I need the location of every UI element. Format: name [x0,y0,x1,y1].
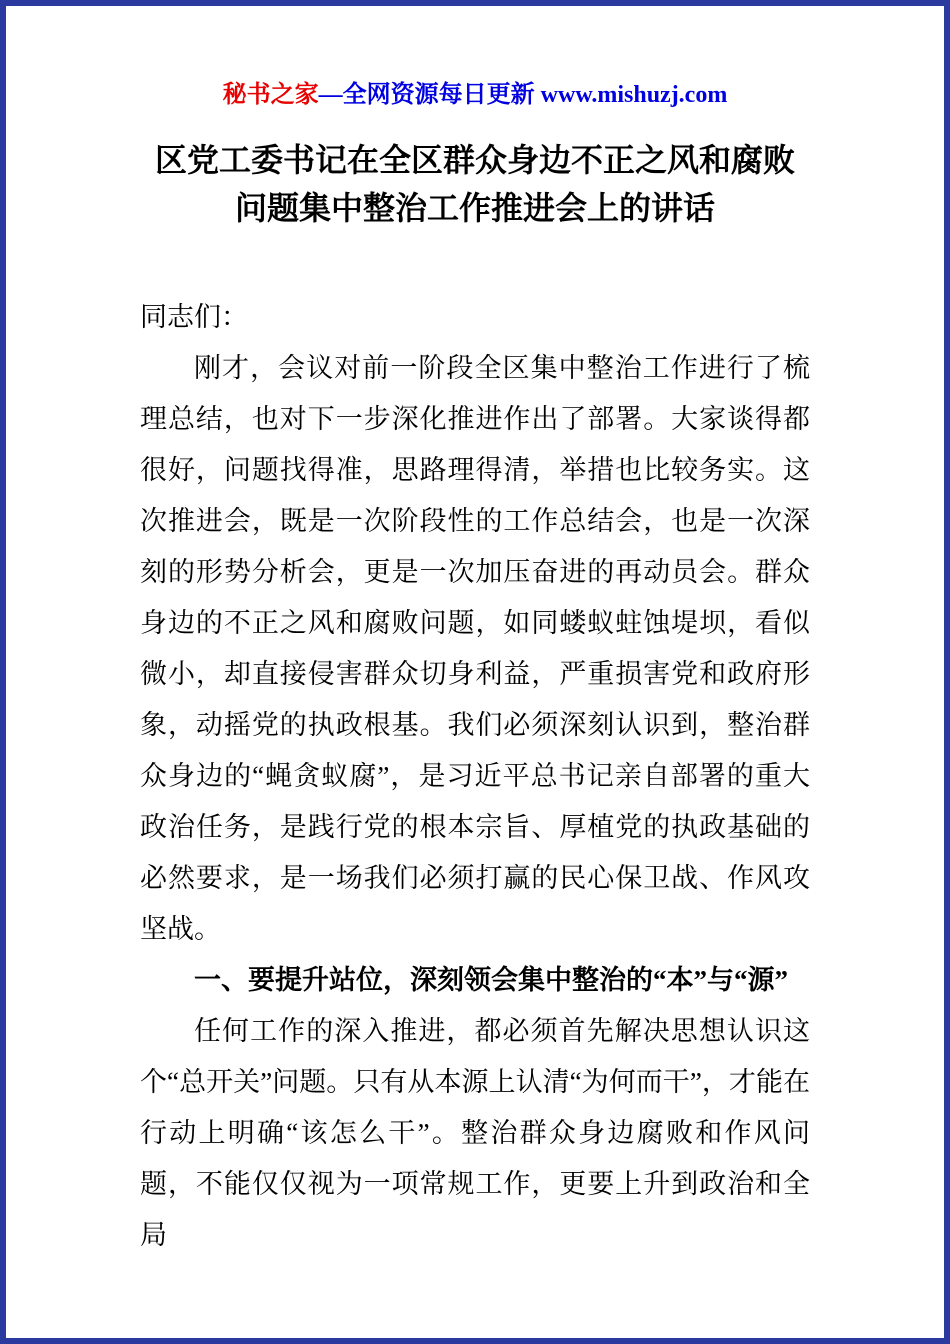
document-title-line2: 问题集中整治工作推进会上的讲话 [234,190,715,226]
salutation: 同志们： [140,302,248,332]
document-body [140,292,810,1261]
site-tagline: —全网资源每日更新 [318,82,541,108]
document-title-line1: 区党工委书记在全区群众身边不正之风和腐败 [154,142,795,178]
document-content [6,6,944,1261]
site-url-link[interactable]: www.mishuzj.com [540,82,728,108]
paragraph-section-1-body: 任何工作的深入推进，都必须首先解决思想认识这个“总开关”问题。只有从本源上认清“为何而干”，才能在行动上明确“该怎么干”。整治群众身边腐败和作风问题，不能仅仅视为一项常规工作，更要上升到政治和全局 [140,1016,810,1250]
site-brand: 秘书之家 [222,82,319,108]
section-heading-1: 一、要提升站位，深刻领会集中整治的“本”与“源” [194,965,788,995]
site-header [140,80,810,110]
paragraph-opening: 刚才，会议对前一阶段全区集中整治工作进行了梳理总结，也对下一步深化推进作出了部署。大家谈得都很好，问题找得准，思路理得清，举措也比较务实。这次推进会，既是一次阶段性的工作总结会，也是一次深刻的形势分析会，更是一次加压奋进的再动员会。群众身边的不正之风和腐败问题，如同蝼蚁蛀蚀堤坝，看似微小，却直接侵害群众切身利益，严重损害党和政府形象，动摇党的执政根基。我们必须深刻认识到，整治群众身边的“蝇贪蚁腐”，是习近平总书记亲自部署的重大政治任务，是践行党的根本宗旨、厚植党的执政基础的必然要求，是一场我们必须打赢的民心保卫战、作风攻坚战。 [140,353,810,944]
document-title [140,136,810,232]
